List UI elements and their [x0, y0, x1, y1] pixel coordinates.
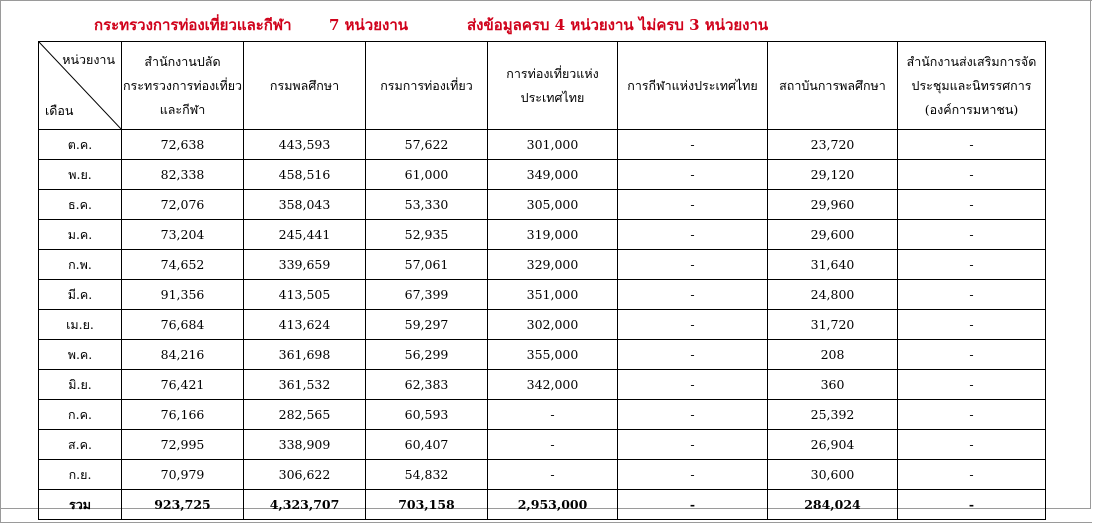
value-cell: -: [618, 340, 768, 370]
value-cell: 443,593: [244, 130, 366, 160]
value-cell: -: [898, 400, 1046, 430]
value-cell: 360: [768, 370, 898, 400]
month-cell: ก.ย.: [39, 460, 122, 490]
value-cell: 413,505: [244, 280, 366, 310]
value-cell: 61,000: [366, 160, 488, 190]
table-row: [39, 430, 1046, 460]
value-cell: 302,000: [488, 310, 618, 340]
title-ministry: กระทรวงการท่องเที่ยวและกีฬา: [94, 16, 292, 34]
value-cell: 458,516: [244, 160, 366, 190]
value-cell: 351,000: [488, 280, 618, 310]
table-row: [39, 220, 1046, 250]
value-cell: -: [898, 370, 1046, 400]
value-cell: -: [618, 310, 768, 340]
value-cell: -: [898, 340, 1046, 370]
value-cell: 56,299: [366, 340, 488, 370]
value-cell: 53,330: [366, 190, 488, 220]
table-row: [39, 400, 1046, 430]
value-cell: -: [898, 250, 1046, 280]
table-row: [39, 460, 1046, 490]
month-cell: มิ.ย.: [39, 370, 122, 400]
table-row: [39, 160, 1046, 190]
value-cell: -: [898, 220, 1046, 250]
value-cell: 24,800: [768, 280, 898, 310]
value-cell: 306,622: [244, 460, 366, 490]
value-cell: 339,659: [244, 250, 366, 280]
value-cell: -: [488, 430, 618, 460]
month-cell: ส.ค.: [39, 430, 122, 460]
table-row: [39, 340, 1046, 370]
value-cell: 70,979: [122, 460, 244, 490]
value-cell: -: [618, 400, 768, 430]
table-row: [39, 130, 1046, 160]
value-cell: -: [618, 250, 768, 280]
value-cell: 208: [768, 340, 898, 370]
value-cell: 60,593: [366, 400, 488, 430]
value-cell: -: [898, 490, 1046, 520]
value-cell: 76,421: [122, 370, 244, 400]
value-cell: 31,640: [768, 250, 898, 280]
value-cell: 60,407: [366, 430, 488, 460]
total-row: [39, 490, 1046, 520]
value-cell: 305,000: [488, 190, 618, 220]
value-cell: 76,166: [122, 400, 244, 430]
month-cell: ก.ค.: [39, 400, 122, 430]
value-cell: 245,441: [244, 220, 366, 250]
value-cell: -: [488, 460, 618, 490]
value-cell: -: [618, 490, 768, 520]
table-row: [39, 370, 1046, 400]
value-cell: -: [618, 280, 768, 310]
value-cell: 30,600: [768, 460, 898, 490]
value-cell: -: [488, 400, 618, 430]
value-cell: -: [618, 160, 768, 190]
month-cell: เม.ย.: [39, 310, 122, 340]
value-cell: 52,935: [366, 220, 488, 250]
value-cell: 73,204: [122, 220, 244, 250]
value-cell: 82,338: [122, 160, 244, 190]
value-cell: 319,000: [488, 220, 618, 250]
value-cell: 25,392: [768, 400, 898, 430]
value-cell: 284,024: [768, 490, 898, 520]
month-cell: ต.ค.: [39, 130, 122, 160]
value-cell: 62,383: [366, 370, 488, 400]
value-cell: 301,000: [488, 130, 618, 160]
value-cell: -: [898, 130, 1046, 160]
corner-header: [39, 42, 122, 130]
value-cell: -: [898, 460, 1046, 490]
col-header: กรมการท่องเที่ยว: [366, 42, 488, 130]
corner-label-unit: หน่วยงาน: [62, 52, 115, 67]
value-cell: 74,652: [122, 250, 244, 280]
value-cell: 31,720: [768, 310, 898, 340]
month-cell: มี.ค.: [39, 280, 122, 310]
value-cell: 361,698: [244, 340, 366, 370]
table-body: [39, 130, 1046, 520]
col-header: การกีฬาแห่งประเทศไทย: [618, 42, 768, 130]
title-units: 7 หน่วยงาน: [329, 16, 409, 34]
title-status: ส่งข้อมูลครบ 4 หน่วยงาน ไม่ครบ 3 หน่วยงาน: [467, 16, 769, 34]
month-cell: พ.ย.: [39, 160, 122, 190]
corner-label-month: เดือน: [45, 103, 74, 118]
value-cell: -: [898, 190, 1046, 220]
value-cell: 54,832: [366, 460, 488, 490]
value-cell: -: [618, 130, 768, 160]
value-cell: 361,532: [244, 370, 366, 400]
value-cell: 72,076: [122, 190, 244, 220]
table-row: [39, 310, 1046, 340]
value-cell: 59,297: [366, 310, 488, 340]
table-row: [39, 250, 1046, 280]
value-cell: 2,953,000: [488, 490, 618, 520]
value-cell: 57,061: [366, 250, 488, 280]
value-cell: -: [898, 310, 1046, 340]
value-cell: 72,995: [122, 430, 244, 460]
value-cell: 329,000: [488, 250, 618, 280]
value-cell: -: [898, 430, 1046, 460]
value-cell: 355,000: [488, 340, 618, 370]
value-cell: 67,399: [366, 280, 488, 310]
value-cell: -: [898, 160, 1046, 190]
value-cell: 76,684: [122, 310, 244, 340]
value-cell: 91,356: [122, 280, 244, 310]
value-cell: -: [618, 370, 768, 400]
value-cell: 349,000: [488, 160, 618, 190]
month-cell: พ.ค.: [39, 340, 122, 370]
month-cell: ม.ค.: [39, 220, 122, 250]
value-cell: -: [618, 430, 768, 460]
table-row: [39, 190, 1046, 220]
month-cell: รวม: [39, 490, 122, 520]
col-header: สำนักงานปลัดกระทรวงการท่องเที่ยวและกีฬา: [122, 42, 244, 130]
value-cell: 338,909: [244, 430, 366, 460]
table-row: [39, 280, 1046, 310]
value-cell: 29,600: [768, 220, 898, 250]
value-cell: 84,216: [122, 340, 244, 370]
col-header: กรมพลศึกษา: [244, 42, 366, 130]
value-cell: 358,043: [244, 190, 366, 220]
value-cell: 703,158: [366, 490, 488, 520]
value-cell: 342,000: [488, 370, 618, 400]
col-header: สถาบันการพลศึกษา: [768, 42, 898, 130]
value-cell: -: [618, 190, 768, 220]
value-cell: 26,904: [768, 430, 898, 460]
value-cell: 413,624: [244, 310, 366, 340]
data-table: [38, 41, 1046, 520]
value-cell: -: [898, 280, 1046, 310]
value-cell: 23,720: [768, 130, 898, 160]
value-cell: 29,120: [768, 160, 898, 190]
page-frame-right: [1090, 0, 1091, 509]
value-cell: 57,622: [366, 130, 488, 160]
value-cell: 4,323,707: [244, 490, 366, 520]
value-cell: -: [618, 220, 768, 250]
value-cell: 72,638: [122, 130, 244, 160]
value-cell: -: [618, 460, 768, 490]
value-cell: 282,565: [244, 400, 366, 430]
col-header: สำนักงานส่งเสริมการจัดประชุมและนิทรรศการ (องค์การมหาชน): [898, 42, 1046, 130]
month-cell: ก.พ.: [39, 250, 122, 280]
month-cell: ธ.ค.: [39, 190, 122, 220]
value-cell: 29,960: [768, 190, 898, 220]
col-header: การท่องเที่ยวแห่งประเทศไทย: [488, 42, 618, 130]
header-row: [39, 42, 1046, 130]
value-cell: 923,725: [122, 490, 244, 520]
